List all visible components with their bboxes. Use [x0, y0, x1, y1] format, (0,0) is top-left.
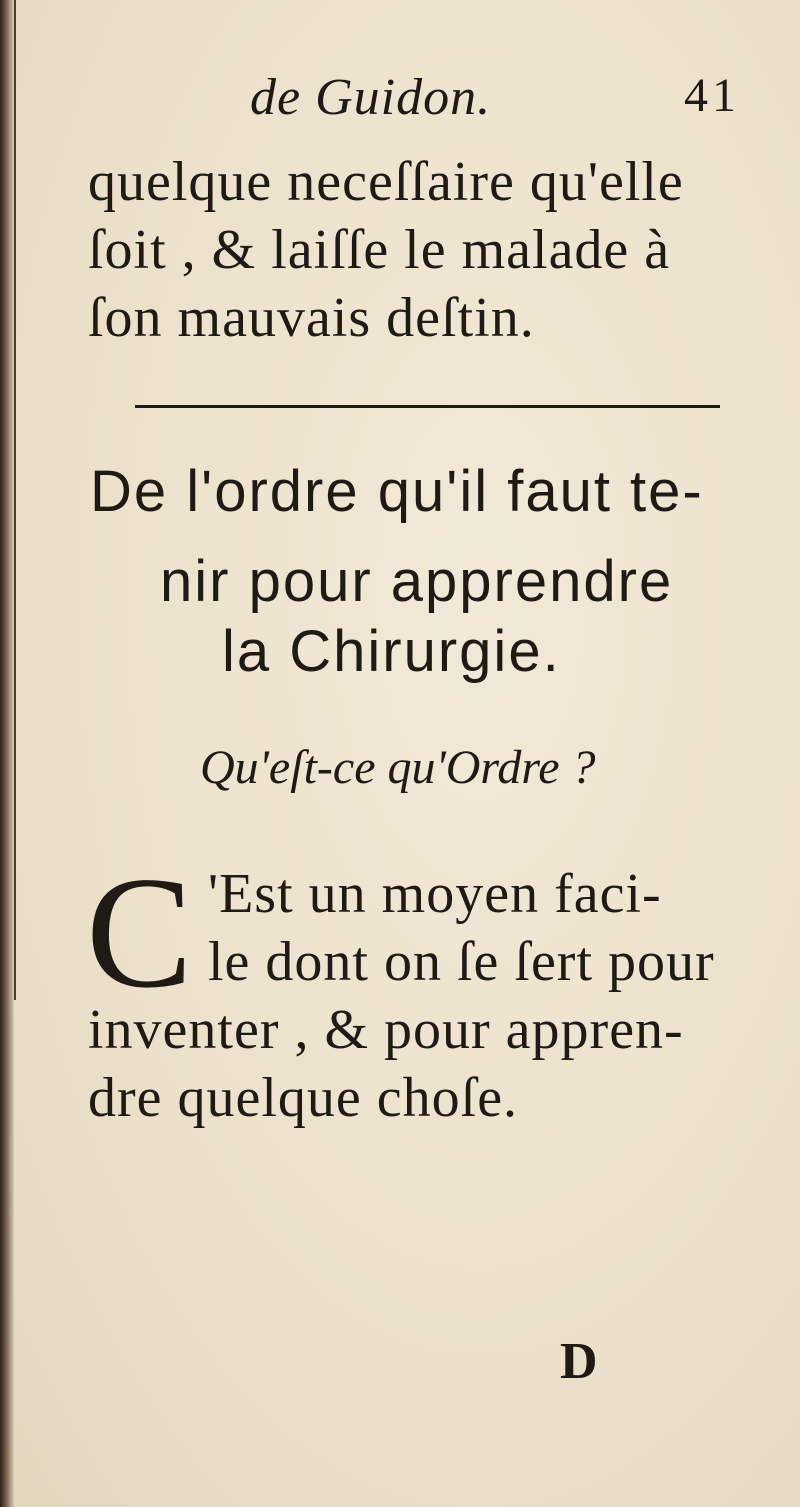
text-line: ſon mauvais deſtin. — [88, 287, 535, 349]
text-line: inventer , & pour appren- — [88, 999, 684, 1061]
text-line: ſoit , & laiſſe le malade à — [88, 219, 671, 281]
heading-line: De l'ordre qu'il faut te- — [90, 459, 704, 524]
signature-mark: D — [560, 1333, 598, 1390]
text-line: le dont on ſe ſert pour — [208, 931, 715, 993]
question-line: Qu'eſt-ce qu'Ordre ? — [200, 741, 596, 794]
running-title: de Guidon. — [250, 69, 492, 126]
text-line: dre quelque choſe. — [88, 1067, 519, 1129]
section-rule — [135, 405, 720, 408]
page-header — [250, 68, 740, 138]
text-line: quelque neceſſaire qu'elle — [88, 151, 684, 213]
heading-line: nir pour apprendre — [160, 549, 674, 614]
heading-line: la Chirurgie. — [222, 619, 561, 684]
text-line: 'Est un moyen faci- — [208, 863, 662, 925]
page-number: 41 — [684, 69, 740, 122]
binding-gutter — [0, 0, 14, 1507]
drop-cap: C — [86, 843, 193, 1021]
gutter-edge — [14, 0, 16, 1000]
